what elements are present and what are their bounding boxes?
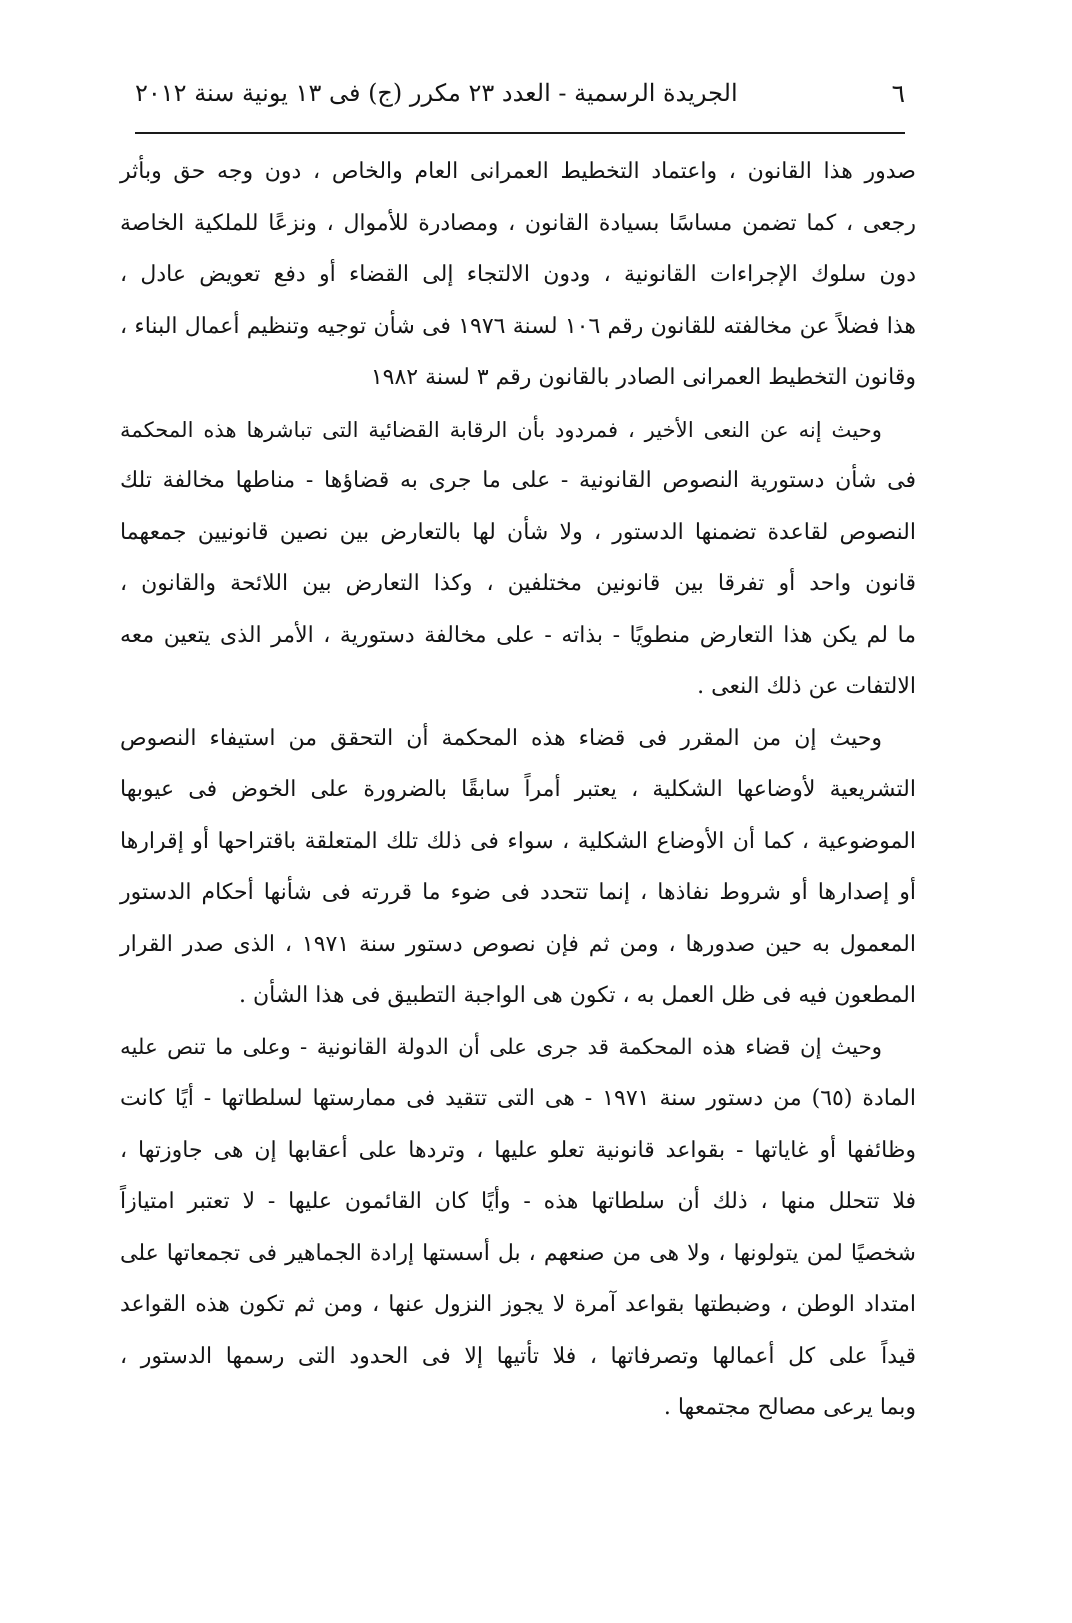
- text-line: النصوص لقاعدة تضمنها الدستور ، ولا شأن لها بالتعارض بين نصين قانونيين جمعهما: [120, 519, 916, 545]
- text-line: المطعون فيه فى ظل العمل به ، تكون هى الواجبة التطبيق فى هذا الشأن .: [238, 983, 916, 1008]
- text-line: وحيث إن من المقرر فى قضاء هذه المحكمة أن التحقق من استيفاء النصوص: [120, 725, 882, 751]
- paragraph-1: [120, 146, 916, 404]
- text-line: قانون واحد أو تفرقا بين قانونين مختلفين ، وكذا التعارض بين اللائحة والقانون ،: [120, 571, 916, 596]
- text-line: فى شأن دستورية النصوص القانونية - على ما جرى به قضاؤها - مناطها مخالفة تلك: [120, 468, 916, 493]
- page-number: ٦: [891, 78, 905, 108]
- paragraph-2: [120, 404, 916, 713]
- text-line: وحيث إن قضاء هذه المحكمة قد جرى على أن الدولة القانونية - وعلى ما تنص عليه: [120, 1034, 882, 1060]
- text-line: وقانون التخطيط العمرانى الصادر بالقانون رقم ٣ لسنة ١٩٨٢: [370, 365, 916, 390]
- text-line: قيداً على كل أعمالها وتصرفاتها ، فلا تأتيها إلا فى الحدود التى رسمها الدستور ،: [120, 1343, 916, 1369]
- text-line: فلا تتحلل منها ، ذلك أن سلطاتها هذه - وأيًا كان القائمون عليها - لا تعتبر امتيازاً: [120, 1189, 916, 1214]
- text-line: المادة (٦٥) من دستور سنة ١٩٧١ - هى التى تتقيد فى ممارستها لسلطاتها - أيًا كانت: [120, 1086, 916, 1111]
- text-line: التشريعية لأوضاعها الشكلية ، يعتبر أمراً سابقًا بالضرورة على الخوض فى عيوبها: [120, 777, 916, 802]
- text-line: صدور هذا القانون ، واعتماد التخطيط العمرانى العام والخاص ، دون وجه حق وبأثر: [120, 159, 916, 184]
- text-line: رجعى ، كما تضمن مساسًا بسيادة القانون ، ومصادرة للأموال ، ونزعًا للملكية الخاصة: [120, 210, 916, 236]
- text-line: وبما يرعى مصالح مجتمعها .: [663, 1395, 916, 1420]
- text-line: وحيث إنه عن النعى الأخير ، فمردود بأن الرقابة القضائية التى تباشرها هذه المحكمة: [120, 416, 882, 442]
- text-line: ما لم يكن هذا التعارض منطويًا - بذاته - على مخالفة دستورية ، الأمر الذى يتعين معه: [120, 622, 916, 648]
- body-text: [120, 146, 916, 1434]
- paragraph-4: [120, 1022, 916, 1434]
- text-line: أو إصدارها أو شروط نفاذها ، إنما تتحدد فى ضوء ما قررته فى شأنها أحكام الدستور: [120, 880, 916, 905]
- text-line: شخصيًا لمن يتولونها ، ولا هى من صنعهم ، بل أسستها إرادة الجماهير فى تجمعاتها على: [120, 1240, 916, 1266]
- header-divider: [135, 132, 905, 134]
- page-header: [135, 72, 905, 114]
- text-line: الالتفات عن ذلك النعى .: [697, 674, 916, 699]
- paragraph-3: [120, 713, 916, 1022]
- text-line: دون سلوك الإجراءات القانونية ، ودون الالتجاء إلى القضاء أو دفع تعويض عادل ،: [120, 262, 916, 287]
- text-line: الموضوعية ، كما أن الأوضاع الشكلية ، سواء فى ذلك تلك المتعلقة باقتراحها أو إقرارها: [120, 828, 916, 854]
- text-line: وظائفها أو غاياتها - بقواعد قانونية تعلو عليها ، وتردها على أعقابها إن هى جاوزتها ،: [120, 1137, 916, 1163]
- text-line: المعمول به حين صدورها ، ومن ثم فإن نصوص دستور سنة ١٩٧١ ، الذى صدر القرار: [120, 931, 916, 957]
- header-title: الجريدة الرسمية - العدد ٢٣ مكرر (ج) فى ١٣ يونية سنة ٢٠١٢: [135, 79, 738, 107]
- text-line: هذا فضلاً عن مخالفته للقانون رقم ١٠٦ لسنة ١٩٧٦ فى شأن توجيه وتنظيم أعمال البناء ،: [120, 313, 916, 339]
- text-line: امتداد الوطن ، وضبطتها بقواعد آمرة لا يجوز النزول عنها ، ومن ثم تكون هذه القواعد: [120, 1292, 916, 1317]
